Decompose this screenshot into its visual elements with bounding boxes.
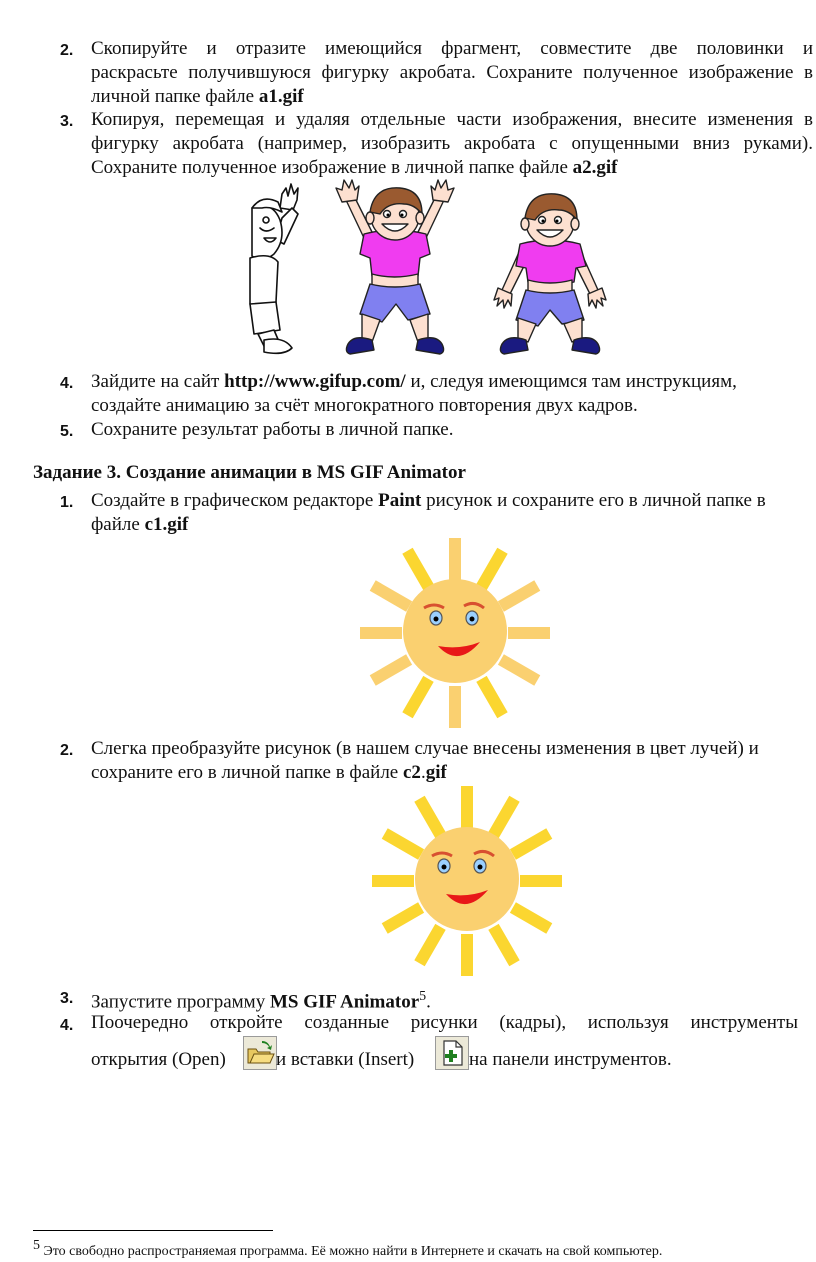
text-segment: Сохраните полученное изображение в личной папке файле [91,157,573,178]
list-item-text: раскрасьте получившуюся фигурку акробата. Сохраните полученное изображение в [91,62,813,83]
footnote-ref[interactable]: 5 [419,989,427,1004]
list-number: 4. [60,1017,74,1034]
footnote-text: Это свободно распространяемая программа. Её можно найти в Интернете и скачать на свой компьютер. [40,1244,663,1259]
text-segment: Запустите программу [91,991,270,1013]
filename: a1.gif [258,86,304,107]
list-item-text: Слегка преобразуйте рисунок (в нашем случае внесены изменения в цвет лучей) и [91,738,759,759]
program-name: Paint [378,490,422,511]
list-item-text: фигурку акробата (например, изобразить акробата с опущенными вниз руками). [91,133,813,154]
list-number: 1. [60,494,74,511]
filename: c1.gif [144,514,189,535]
text-segment: файле [91,514,145,535]
open-folder-icon [243,1036,277,1070]
list-item-text: на панели инструментов. [469,1049,672,1070]
filename: a2.gif [572,157,618,178]
list-item-text: создайте анимацию за счёт многократного повторения двух кадров. [91,395,638,416]
footnote-divider [33,1230,273,1231]
list-item-text: Поочередно откройте созданные рисунки (кадры), используя инструменты [91,1012,798,1033]
list-item-text: открытия (Open) [91,1049,226,1070]
list-item-text: Скопируйте и отразите имеющийся фрагмент, совместите две половинки и [91,38,813,59]
list-item-text [91,85,304,109]
list-item-text [91,761,447,785]
sun-image-c1 [360,538,550,728]
insert-frame-icon [435,1036,469,1070]
acrobat-half-outline-image [240,178,310,356]
list-item-text [91,489,766,513]
list-number: 3. [60,990,74,1007]
list-item-text [91,985,431,1014]
section-heading: Задание 3. Создание анимации в MS GIF Animator [33,462,466,483]
acrobat-arms-up-image [330,178,460,358]
text-segment: сохраните его в личной папке в файле [91,762,403,783]
sun-image-c2 [372,786,562,976]
text-segment: . [420,762,426,783]
list-item-text [91,156,618,180]
list-number: 3. [60,113,74,130]
filename: c2 [403,762,421,783]
text-segment: рисунок и сохраните его в личной папке в [421,490,766,511]
list-number: 2. [60,742,74,759]
list-item-text: Сохраните результат работы в личной папке. [91,419,454,440]
website-link[interactable]: http://www.gifup.com/ [224,371,406,392]
list-item-text: и вставки (Insert) [276,1049,415,1070]
text-segment: и, следуя имеющимся там инструкциям, [405,371,737,392]
list-item-text [91,370,737,394]
filename: gif [425,762,447,783]
text-segment: Зайдите на сайт [91,371,225,392]
list-number: 2. [60,42,74,59]
list-item-text [91,513,188,537]
text-segment: . [426,991,431,1013]
text-segment: личной папке файле [91,86,259,107]
acrobat-arms-down-image [490,184,610,359]
list-number: 5. [60,423,74,440]
footnote [33,1238,662,1260]
program-name: MS GIF Animator [269,991,420,1013]
list-number: 4. [60,375,74,392]
footnote-mark: 5 [33,1238,40,1253]
text-segment: Создайте в графическом редакторе [91,490,379,511]
list-item-text: Копируя, перемещая и удаляя отдельные части изображения, внесите изменения в [91,109,813,130]
